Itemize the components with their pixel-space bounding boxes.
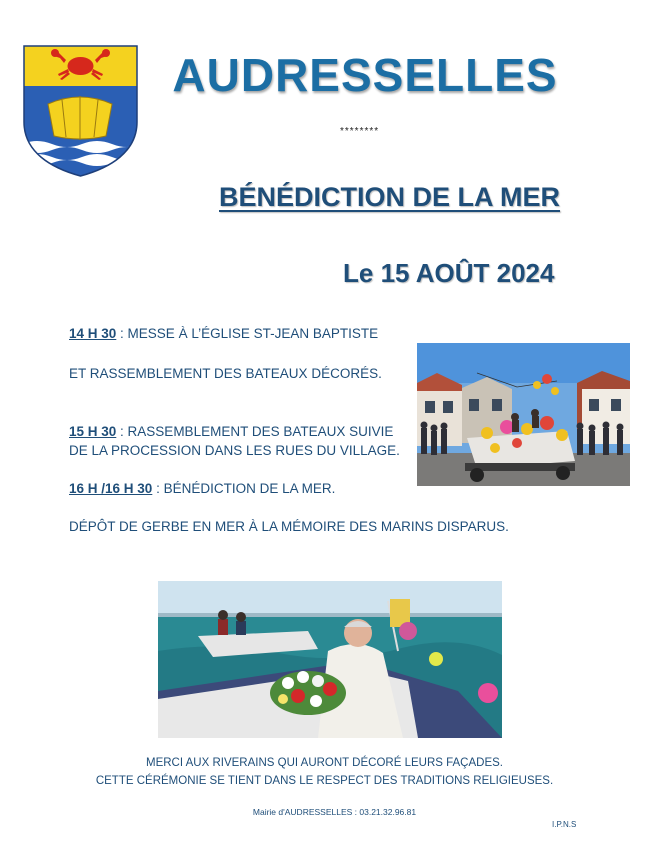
program-time: 16 H /16 H 30 (69, 481, 153, 496)
program-text: DÉPÔT DE GERBE EN MER À LA MÉMOIRE DES MARINS DISPARUS. (69, 519, 509, 534)
program-text: : RASSEMBLEMENT DES BATEAUX SUIVIE (116, 424, 394, 439)
coat-of-arms-icon (22, 44, 139, 178)
mairie-contact: Mairie d'AUDRESSELLES : 03.21.32.96.81 (252, 807, 417, 817)
program-item (69, 479, 335, 498)
ipns-mark: I.P.N.S (552, 820, 577, 829)
program-item (69, 422, 393, 441)
blessing-photo (158, 581, 502, 738)
program-text: ET RASSEMBLEMENT DES BATEAUX DÉCORÉS. (69, 366, 382, 381)
program-text: : MESSE À L’ÉGLISE ST-JEAN BAPTISTE (116, 326, 379, 341)
program-text: DE LA PROCESSION DANS LES RUES DU VILLAGE. (69, 443, 400, 458)
page-title: AUDRESSELLES (172, 49, 558, 101)
event-date: Le 15 AOÛT 2024 (343, 258, 555, 288)
program-item (69, 517, 509, 536)
footer-thanks: MERCI AUX RIVERAINS QUI AURONT DÉCORÉ LEURS FAÇADES. (146, 757, 503, 769)
separator: ******** (340, 126, 380, 137)
program-item (69, 441, 400, 460)
program-time: 14 H 30 (69, 326, 117, 341)
program-text: : BÉNÉDICTION DE LA MER. (152, 481, 336, 496)
program-item (69, 324, 378, 343)
procession-photo (417, 343, 630, 486)
event-title: BÉNÉDICTION DE LA MER (219, 182, 561, 212)
footer-tradition: CETTE CÉRÉMONIE SE TIENT DANS LE RESPECT DES TRADITIONS RELIGIEUSES. (95, 775, 554, 787)
program-item (69, 364, 382, 383)
program-time: 15 H 30 (69, 424, 117, 439)
